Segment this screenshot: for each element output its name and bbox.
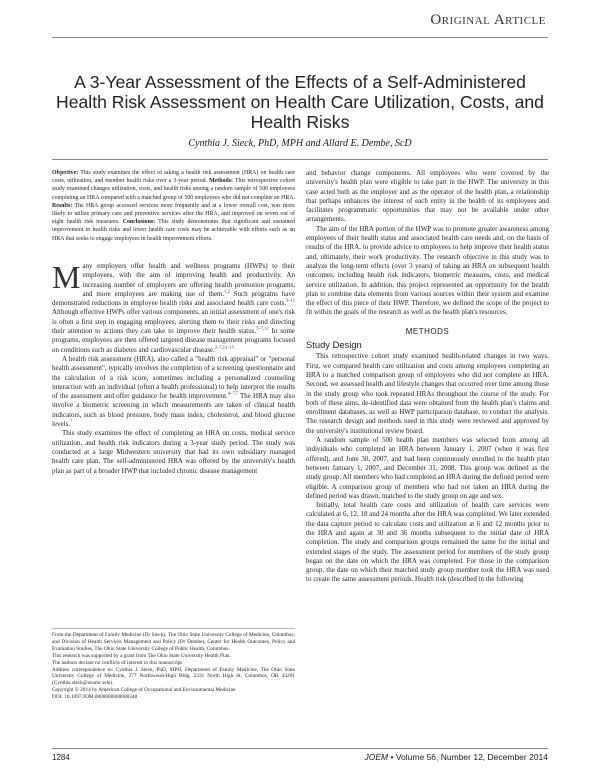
intro-paragraph-1 [52, 259, 296, 355]
abstract-conclusions-label: Conclusions: [122, 219, 156, 226]
footer-divider [52, 748, 548, 749]
abstract-results-label: Results: [52, 202, 73, 209]
right-column [306, 169, 549, 585]
reference-superscript: 7 [70, 418, 73, 424]
study-design-heading: Study Design [306, 339, 362, 351]
abstract-objective-label: Objective: [52, 170, 79, 176]
reference-superscript: 2–7,13–15 [214, 344, 235, 350]
abstract-methods: This retrospective cohort study examined changes utilization, costs, and health risks among a random sample of 500 employees completing an HRA compared with a matched group of 500 employees who did not complete an HRA. [52, 178, 295, 201]
abstract-conclusions: This study demonstrates that significant and sustained improvement in health risks and lower health care costs may be achievable with efforts such as an HRA that seeks to engage employees in health improvement efforts. [52, 219, 295, 242]
intro-paragraph-3: This study examines the effect of completing an HRA on costs, medical service utilization, and health risk indicators during a 3-year study period. The study was conducted at a large Midwestern university that had its own subsidiary managed health care plan. The self-administered HRA was offered by the university's health plan as part of a broader HWP that included chronic disease management [52, 429, 295, 475]
methods-heading: METHODS [405, 326, 450, 336]
intro-text-1c: Although effective HWPs offer various components, an initial assessment of one's risk is often a first step in engaging employees, alerting them to their risks and directing their attention to actions they can take to improve their health status. [52, 308, 295, 336]
reference-superscript: 1,2 [224, 288, 230, 294]
journal-citation [365, 752, 548, 762]
intro-paragraph-2 [52, 355, 295, 429]
methods-paragraph-2: A random sample of 500 health plan members was selected from among all individuals who completed an HRA between January 1, 2007 (when it was first offered), and June 30, 2007, and had been continuously enrolled in the health plan between January 1, 2007, and December 31, 2008. This group was defined as the study group. All members who had completed an HRA during the defined period were eligible. A comparison group of members who had not taken an HRA during the defined period was drawn, matched to the study group on age and sex. [306, 436, 549, 500]
intro-text-1a: any employers offer health and wellness programs (HWPs) to their employees, with the aim of improving health and productivity. An increasing number of employers are offering health promotion programs, and more employees are making use of them. [82, 262, 295, 298]
volume-info: • Volume 56, Number 12, December 2014 [388, 752, 548, 762]
reference-superscript: 5–7,12 [256, 325, 269, 331]
intro-text-1b: Such programs have demonstrated reductions in employee health risks and associated health care costs. [52, 289, 295, 308]
footnote-support: This research was supported by a grant from The Ohio State University Health Plan. [52, 652, 231, 659]
header-divider [52, 37, 548, 38]
footnote-divider [52, 628, 295, 629]
footnote-correspondence: Address correspondence to: Cynthia J. Sieck, PhD, MPH, Department of Family Medicine, The Ohio State University College of Medicine, 277 Northwood-High Bldg, 2231 North High St, Columbus, OH 43201 (Cynthia.sieck@osumc.edu). [52, 666, 295, 687]
footnote-doi: DOI: 10.1097/JOM.0000000000000348 [52, 694, 138, 701]
methods-paragraph-3: Initially, total health care costs and utilization of health care services were calculated at 6, 12, 18 and 24 months after the HRA was completed. We later extended the data capture period to calculate costs and utilization at 6 and 12 months prior to the HRA and again at 30 and 36 months subsequent to the initial date of HRA completion. The study and comparison groups remained the same for the initial and extended stages of the study. The assessment period for members of the study group began on the date on which the HRA was completed. For those in the comparison group, the date on which their matched study group member took the HRA was used to create the same assessment periods. Health risk (described in the following [306, 501, 549, 584]
article-title: A 3-Year Assessment of the Effects of a Self-Administered Health Risk Assessment on Health Care Utilization, Costs, and Health Risks [56, 72, 544, 132]
intro-text-2a: A health risk assessment (HRA), also called a "health risk appraisal" or "personal health assessment", typically involves the completion of a screening questionnaire and the calculation of a risk score, sometimes including a personalized counseling interaction with an individual (often a health professional) to help interpret the results of the assessment and offer guidance for health improvement. [52, 354, 295, 401]
page-number: 1284 [52, 753, 70, 762]
reference-superscript: 4–7,7 [227, 390, 238, 396]
intro-text-2b: The HRA may also involve a biometric screening in which measurements are taken of clinical health indicators, such as blood pressure, body mass index, cholesterol, and blood glucose levels. [52, 392, 295, 429]
footnote-affiliation: From the Department of Family Medicine (Dr Sieck), The Ohio State University College of Medicine, Columbus; and Division of Health Services Management and Policy (Dr Dembe), Center for Health Outcomes, Policy and Evaluation Studies, The Ohio State University College of Public Health, Columbus. [52, 632, 295, 652]
abstract-objective: This study examines the effect of taking a health risk assessment (HRA) on health care costs, utilization, and member health risks over a 3-year period. [52, 170, 295, 185]
author-line: Cynthia J. Sieck, PhD, MPH and Allard E. Dembe, ScD [188, 138, 412, 149]
abstract [52, 169, 295, 243]
intro-paragraph-4: and behavior change components. All employees who were covered by the university's health plan were eligible to take part in the HWP. The university in this case acted both as the employer and as the operator of the health plan, a relationship that perhaps enhances the interest of each entity in the health of its employees and facilitates programmatic opportunities that may not be available under other arrangements. [306, 169, 549, 224]
footnotes [52, 632, 295, 701]
journal-name: JOEM [364, 752, 389, 762]
abstract-results: The HRA group accessed services more frequently and at a lower overall cost, was more likely to utilize primary care and preventive services after the HRA, and improved on seven out of eight health risk measures. [52, 202, 295, 226]
abstract-methods-label: Methods: [209, 178, 233, 185]
left-column [52, 259, 296, 476]
drop-cap: M [52, 259, 81, 295]
footnote-conflicts: The authors declare no conflicts of interest in this manuscript. [52, 659, 184, 666]
footnote-copyright: Copyright © 2014 by American College of Occupational and Environmental Medicine [52, 687, 236, 694]
reference-superscript: 3–11 [286, 297, 295, 303]
article-type-label: Original Article [430, 12, 546, 28]
title-divider [52, 159, 548, 160]
methods-paragraph-1: This retrospective cohort study examined health-related changes in two ways. First, we compared health care utilization and costs among employees completing an HRA to a matched comparison group of employees who did not complete an HRA. Second, we assessed health and lifestyle changes that occurred over time among those in the study group who took repeated HRAs throughout the course of the study. For both of these aims, de-identified data were obtained from the health plan's claims and enrollment databases, as well as HWP participation database, to conduct the analysis. The research design and methods used in this study were reviewed and approved by the university's institutional review board. [306, 352, 549, 435]
intro-paragraph-5: The aim of the HRA portion of the HWP was to promote greater awareness among employees of their health status and associated health care needs and, on the basis of results of the HRA, to provide advice to employees to help improve their health status and, ultimately, their work productivity. The research objective in this study was to analyze the long-term effects (over 3 years) of taking an HRA on subsequent health outcomes, including health risk indicators, biometric measures, costs, and medical service utilization. In addition, this project represented an opportunity for the health plan to combine data elements from various sources within their system and examine the effect of this piece of their HWP. Therefore, we defined the scope of the project to fit within the goals of the research as well as the health plan's resources. [306, 224, 549, 317]
intro-text-1d: In some programs, employees are then offered targeted disease management programs focused on conditions such as diabetes and cardiovascular disease. [52, 327, 296, 354]
